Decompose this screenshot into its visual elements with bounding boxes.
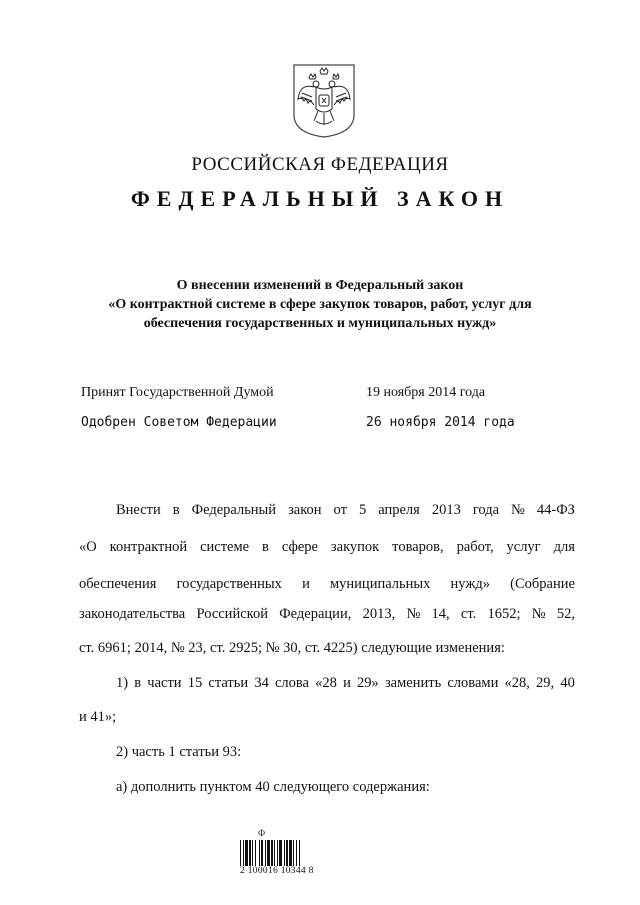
word: в: [262, 539, 269, 555]
word: «28: [315, 675, 337, 691]
word: Федеральный: [191, 502, 277, 518]
word: 40: [560, 675, 575, 691]
word: 2013: [431, 502, 461, 518]
word: 29»: [357, 675, 379, 691]
word: 52,: [556, 606, 575, 622]
barcode-bar: [252, 840, 253, 866]
body-line: а) дополнить пунктом 40 следующего содержания:: [116, 779, 430, 795]
barcode-bar: [265, 840, 266, 866]
word: и: [302, 576, 310, 592]
word: №: [406, 606, 421, 622]
subject-line: обеспечения государственных и муниципальных нужд»: [143, 316, 497, 331]
word: 29,: [536, 675, 555, 691]
barcode-bar: [255, 840, 256, 866]
word: статьи: [208, 675, 249, 691]
body-line: [116, 673, 575, 693]
word: 44-ФЗ: [536, 502, 575, 518]
word: «О: [79, 539, 97, 555]
word: Внести: [116, 502, 161, 518]
word: и: [343, 675, 351, 691]
word: словами: [447, 675, 499, 691]
word: 2013,: [362, 606, 396, 622]
word: 5: [358, 502, 367, 518]
word: ст.: [460, 606, 477, 622]
word: системе: [200, 539, 250, 555]
word: муниципальных: [329, 576, 431, 592]
word: 1): [116, 675, 129, 691]
body-line: [79, 574, 575, 594]
word: для: [553, 539, 575, 555]
word: 34: [254, 675, 269, 691]
word: работ,: [456, 539, 494, 555]
word: закон: [288, 502, 322, 518]
word: 1652;: [487, 606, 521, 622]
barcode-icon: [240, 840, 332, 866]
barcode-bar: [279, 840, 282, 866]
word: части: [147, 675, 182, 691]
word: Федерации,: [279, 606, 352, 622]
barcode-bar: [261, 840, 263, 866]
word: (Собрание: [510, 576, 575, 592]
word: №: [531, 606, 546, 622]
duma-date: 19 ноября 2014 года: [366, 385, 486, 400]
body-line: и 41»;: [79, 709, 117, 725]
barcode-bar: [245, 840, 248, 866]
barcode-bar: [259, 840, 260, 866]
body-line: ст. 6961; 2014, № 23, ст. 2925; № 30, ст. 4225) следующие изменения:: [79, 640, 505, 656]
word: в: [134, 675, 142, 691]
word: от: [333, 502, 347, 518]
barcode-bar: [296, 840, 297, 866]
barcode-bar: [274, 840, 275, 866]
law-subject: [60, 276, 580, 333]
barcode-block: [240, 828, 340, 888]
body-line: [116, 500, 575, 520]
word: апреля: [378, 502, 420, 518]
barcode-bar: [267, 840, 270, 866]
barcode-bar: [271, 840, 273, 866]
word: товаров,: [392, 539, 444, 555]
sovet-label: Одобрен Советом Федерации: [81, 415, 277, 430]
word: нужд»: [450, 576, 490, 592]
barcode-bar: [289, 840, 292, 866]
word: контрактной: [109, 539, 188, 555]
body-line: [79, 537, 575, 557]
body-line: 2) часть 1 статьи 93:: [116, 744, 242, 760]
barcode-bar: [299, 840, 300, 866]
word: заменить: [384, 675, 442, 691]
barcode-bar: [240, 840, 241, 866]
word: обеспечения: [79, 576, 157, 592]
subject-line: «О контрактной системе в сфере закупок товаров, работ, услуг для: [108, 297, 532, 312]
word: сфере: [281, 539, 318, 555]
barcode-bar: [286, 840, 288, 866]
sovet-date: 26 ноября 2014 года: [366, 415, 515, 430]
word: услуг: [506, 539, 541, 555]
barcode-bar: [277, 840, 278, 866]
word: 14,: [431, 606, 450, 622]
word: законодательства: [79, 606, 186, 622]
word: закупок: [330, 539, 380, 555]
word: Российской: [196, 606, 268, 622]
document-type-title: ФЕДЕРАЛЬНЫЙ ЗАКОН: [130, 186, 510, 211]
word: в: [172, 502, 180, 518]
barcode-bar: [293, 840, 294, 866]
duma-label: Принят Государственной Думой: [81, 385, 274, 400]
barcode-mark: Ф: [258, 828, 266, 838]
barcode-bar: [249, 840, 251, 866]
barcode-number: 2 100016 10344 8: [240, 866, 314, 876]
word: «28,: [504, 675, 530, 691]
barcode-bar: [243, 840, 244, 866]
word: государственных: [176, 576, 282, 592]
word: №: [511, 502, 525, 518]
word: слова: [274, 675, 309, 691]
body-line: [79, 604, 575, 624]
coat-of-arms-emblem: [292, 63, 356, 139]
subject-line: О внесении изменений в Федеральный закон: [176, 278, 464, 293]
barcode-bar: [284, 840, 285, 866]
adoption-duma-row: [0, 385, 640, 405]
adoption-sovet-row: [0, 415, 640, 435]
country-name: РОССИЙСКАЯ ФЕДЕРАЦИЯ: [191, 154, 449, 175]
word: года: [472, 502, 500, 518]
word: 15: [187, 675, 203, 691]
